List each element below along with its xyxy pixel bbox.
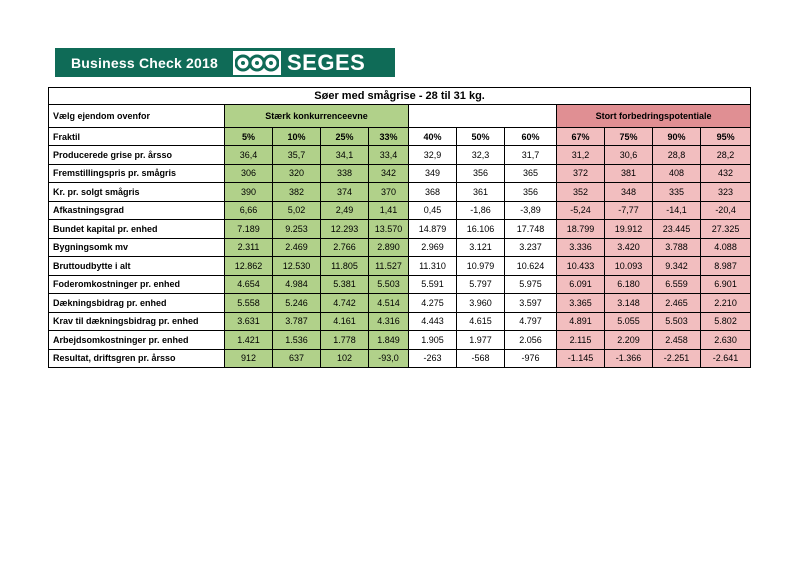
table-cell: 4.514: [369, 294, 409, 313]
table-cell: 35,7: [273, 146, 321, 165]
table-cell: 4.891: [557, 312, 605, 331]
table-cell: 2.458: [653, 331, 701, 350]
table-cell: -5,24: [557, 201, 605, 220]
table-cell: 5.503: [369, 275, 409, 294]
table-cell: 8.987: [701, 257, 751, 276]
table-cell: 6,66: [225, 201, 273, 220]
table-cell: 3.237: [505, 238, 557, 257]
table-cell: 3.631: [225, 312, 273, 331]
table-cell: 10.979: [457, 257, 505, 276]
table-cell: 342: [369, 164, 409, 183]
table-cell: 3.960: [457, 294, 505, 313]
table-cell: -3,89: [505, 201, 557, 220]
table-cell: 10.433: [557, 257, 605, 276]
table-cell: 2.209: [605, 331, 653, 350]
table-cell: 3.365: [557, 294, 605, 313]
table-cell: 349: [409, 164, 457, 183]
table-cell: 10.093: [605, 257, 653, 276]
table-cell: 12.293: [321, 220, 369, 239]
table-cell: 352: [557, 183, 605, 202]
table-row: [49, 164, 751, 183]
table-cell: 1.977: [457, 331, 505, 350]
brand-name: SEGES: [287, 49, 366, 75]
row-label: Producerede grise pr. årsso: [49, 146, 225, 165]
table-cell: 32,9: [409, 146, 457, 165]
table-cell: 2,49: [321, 201, 369, 220]
table-cell: 2.469: [273, 238, 321, 257]
fraktil-header-cell: 50%: [457, 128, 505, 146]
table-cell: 348: [605, 183, 653, 202]
fraktil-header-cell: 67%: [557, 128, 605, 146]
table-cell: 5.802: [701, 312, 751, 331]
table-cell: 335: [653, 183, 701, 202]
table-cell: 356: [505, 183, 557, 202]
row-label: Bygningsomk mv: [49, 238, 225, 257]
table-cell: 3.121: [457, 238, 505, 257]
table-cell: 32,3: [457, 146, 505, 165]
header-banner: [55, 48, 395, 77]
table-cell: 1.421: [225, 331, 273, 350]
select-property-label: Vælg ejendom ovenfor: [49, 105, 225, 128]
table-cell: 28,2: [701, 146, 751, 165]
table-cell: 33,4: [369, 146, 409, 165]
table-cell: 912: [225, 349, 273, 368]
table-cell: 5.055: [605, 312, 653, 331]
group-middle-header: [409, 105, 557, 128]
table-cell: 5.975: [505, 275, 557, 294]
table-cell: 338: [321, 164, 369, 183]
table-cell: 11.527: [369, 257, 409, 276]
row-label: Afkastningsgrad: [49, 201, 225, 220]
banner-title: Business Check 2018: [71, 54, 218, 71]
row-label: Bruttoudbytte i alt: [49, 257, 225, 276]
table-cell: 306: [225, 164, 273, 183]
table-cell: 320: [273, 164, 321, 183]
fraktil-header-cell: 25%: [321, 128, 369, 146]
fraktil-header-cell: 33%: [369, 128, 409, 146]
table-cell: 4.615: [457, 312, 505, 331]
table-cell: 34,1: [321, 146, 369, 165]
table-cell: 4.161: [321, 312, 369, 331]
table-title: Søer med smågrise - 28 til 31 kg.: [49, 88, 751, 105]
table-cell: 5,02: [273, 201, 321, 220]
row-label: Krav til dækningsbidrag pr. enhed: [49, 312, 225, 331]
row-label: Dækningsbidrag pr. enhed: [49, 294, 225, 313]
table-cell: 1,41: [369, 201, 409, 220]
table-cell: 5.591: [409, 275, 457, 294]
table-cell: 13.570: [369, 220, 409, 239]
fraktil-header-cell: 60%: [505, 128, 557, 146]
table-row: [49, 349, 751, 368]
table-cell: 381: [605, 164, 653, 183]
table-row: [49, 220, 751, 239]
table-cell: 16.106: [457, 220, 505, 239]
group-strong-header: Stærk konkurrenceevne: [225, 105, 409, 128]
table-cell: 6.559: [653, 275, 701, 294]
table-cell: 5.246: [273, 294, 321, 313]
table-cell: 10.624: [505, 257, 557, 276]
table-cell: 4.797: [505, 312, 557, 331]
table-cell: 31,7: [505, 146, 557, 165]
table-cell: 2.115: [557, 331, 605, 350]
table-cell: -14,1: [653, 201, 701, 220]
table-cell: 11.805: [321, 257, 369, 276]
row-label: Kr. pr. solgt smågris: [49, 183, 225, 202]
fraktil-row: [49, 128, 751, 146]
row-label: Fremstillingspris pr. smågris: [49, 164, 225, 183]
row-label: Foderomkostninger pr. enhed: [49, 275, 225, 294]
table-cell: 3.420: [605, 238, 653, 257]
table-cell: 18.799: [557, 220, 605, 239]
row-label: Arbejdsomkostninger pr. enhed: [49, 331, 225, 350]
table-cell: 4.088: [701, 238, 751, 257]
table-cell: 5.797: [457, 275, 505, 294]
table-body: [49, 146, 751, 368]
table-cell: 2.311: [225, 238, 273, 257]
table-cell: 2.969: [409, 238, 457, 257]
fraktil-header-cell: 95%: [701, 128, 751, 146]
table-cell: 28,8: [653, 146, 701, 165]
table-cell: 5.558: [225, 294, 273, 313]
fraktil-header-cell: 10%: [273, 128, 321, 146]
table-cell: 408: [653, 164, 701, 183]
table-cell: 36,4: [225, 146, 273, 165]
table-cell: 5.503: [653, 312, 701, 331]
fraktil-header-cell: 5%: [225, 128, 273, 146]
table-cell: 1.778: [321, 331, 369, 350]
table-cell: 12.530: [273, 257, 321, 276]
table-cell: -976: [505, 349, 557, 368]
table-cell: -568: [457, 349, 505, 368]
table-cell: 27.325: [701, 220, 751, 239]
table-cell: -20,4: [701, 201, 751, 220]
table-cell: 2.630: [701, 331, 751, 350]
fraktil-header-cell: 40%: [409, 128, 457, 146]
table-cell: 31,2: [557, 146, 605, 165]
table-cell: -263: [409, 349, 457, 368]
table-row: [49, 238, 751, 257]
table-cell: 6.901: [701, 275, 751, 294]
table-cell: -93,0: [369, 349, 409, 368]
table-cell: 323: [701, 183, 751, 202]
table-cell: -1.366: [605, 349, 653, 368]
fraktil-label: Fraktil: [49, 128, 225, 146]
table-cell: -1.145: [557, 349, 605, 368]
table-cell: -1,86: [457, 201, 505, 220]
table-cell: 3.597: [505, 294, 557, 313]
table-cell: 1.849: [369, 331, 409, 350]
table-cell: 365: [505, 164, 557, 183]
table-row: [49, 201, 751, 220]
table-cell: 4.443: [409, 312, 457, 331]
table-row: [49, 275, 751, 294]
table-cell: 382: [273, 183, 321, 202]
table-cell: 4.654: [225, 275, 273, 294]
table-row: [49, 183, 751, 202]
table-cell: 5.381: [321, 275, 369, 294]
table-cell: -7,77: [605, 201, 653, 220]
table-cell: 368: [409, 183, 457, 202]
table-cell: 17.748: [505, 220, 557, 239]
table-row: [49, 312, 751, 331]
table-cell: 102: [321, 349, 369, 368]
table-cell: 4.984: [273, 275, 321, 294]
row-label: Bundet kapital pr. enhed: [49, 220, 225, 239]
table-cell: 2.056: [505, 331, 557, 350]
table-cell: 6.180: [605, 275, 653, 294]
table-cell: 19.912: [605, 220, 653, 239]
table-cell: 3.336: [557, 238, 605, 257]
fraktil-header-cell: 90%: [653, 128, 701, 146]
table-cell: 2.465: [653, 294, 701, 313]
table-cell: 390: [225, 183, 273, 202]
table-cell: 9.253: [273, 220, 321, 239]
table-cell: -2.641: [701, 349, 751, 368]
table-cell: 370: [369, 183, 409, 202]
table-cell: 7.189: [225, 220, 273, 239]
table-cell: 0,45: [409, 201, 457, 220]
table-cell: 11.310: [409, 257, 457, 276]
table-cell: 9.342: [653, 257, 701, 276]
table-cell: 4.742: [321, 294, 369, 313]
table-cell: 3.788: [653, 238, 701, 257]
benchmark-table: [48, 87, 751, 368]
table-cell: 2.890: [369, 238, 409, 257]
fraktil-header-cell: 75%: [605, 128, 653, 146]
table-row: [49, 257, 751, 276]
table-cell: 6.091: [557, 275, 605, 294]
table-cell: 372: [557, 164, 605, 183]
table-cell: 374: [321, 183, 369, 202]
table-cell: 14.879: [409, 220, 457, 239]
table-cell: 1.905: [409, 331, 457, 350]
table-cell: 3.148: [605, 294, 653, 313]
table-cell: 23.445: [653, 220, 701, 239]
table-row: [49, 294, 751, 313]
table-cell: -2.251: [653, 349, 701, 368]
table-cell: 2.210: [701, 294, 751, 313]
table-cell: 3.787: [273, 312, 321, 331]
table-cell: 2.766: [321, 238, 369, 257]
table-row: [49, 331, 751, 350]
table-row: [49, 146, 751, 165]
table-cell: 356: [457, 164, 505, 183]
table-cell: 30,6: [605, 146, 653, 165]
table-cell: 4.275: [409, 294, 457, 313]
table-cell: 12.862: [225, 257, 273, 276]
group-weak-header: Stort forbedringspotentiale: [557, 105, 751, 128]
row-label: Resultat, driftsgren pr. årsso: [49, 349, 225, 368]
table-cell: 361: [457, 183, 505, 202]
table-cell: 637: [273, 349, 321, 368]
table-cell: 1.536: [273, 331, 321, 350]
table-cell: 432: [701, 164, 751, 183]
seges-logo-icon: [233, 51, 281, 75]
table-cell: 4.316: [369, 312, 409, 331]
